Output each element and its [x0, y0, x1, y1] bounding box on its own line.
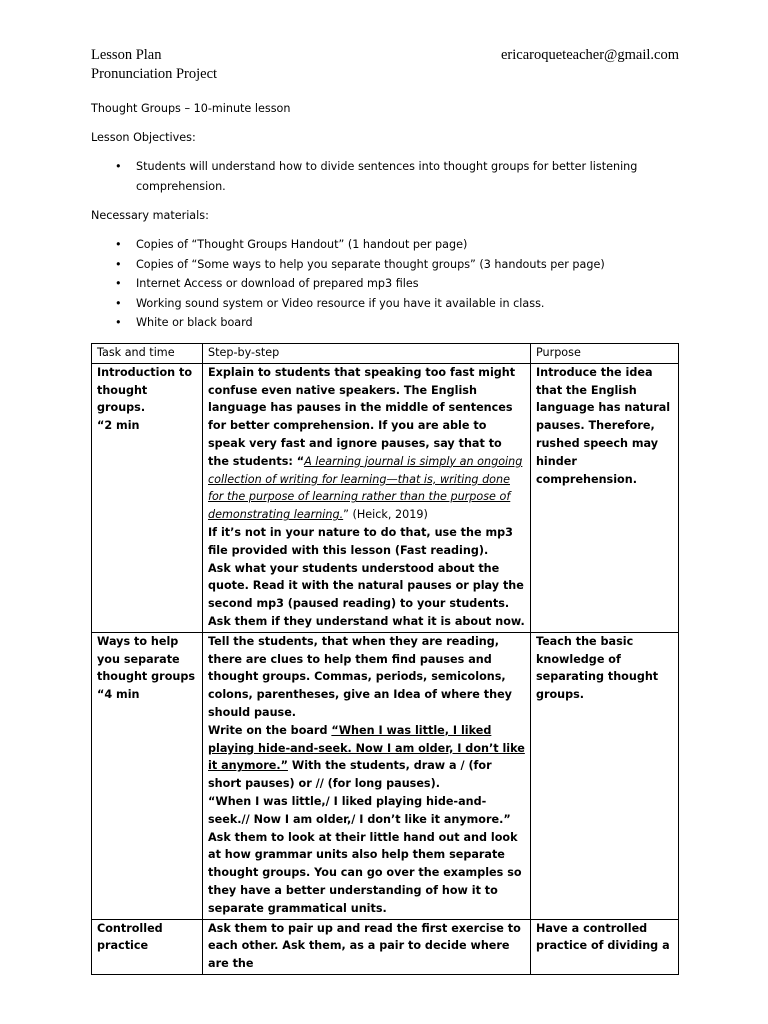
bullet-icon: • — [115, 277, 122, 290]
task-name: Introduction to thought groups. — [97, 365, 193, 415]
quote-open: : “ — [288, 454, 305, 468]
header-left — [91, 46, 217, 84]
step-paragraph: Ask what your students understood about the quote. Read it with the natural pauses or play the second mp3 (paused reading) to your students. — [208, 561, 524, 611]
material-item — [91, 274, 676, 294]
step-cell — [203, 363, 531, 632]
example-sentence: “When I was little, I liked playing hide-and-seek. Now I am older, I don’t like it anymore.” — [208, 723, 525, 773]
header-step-by-step: Step-by-step — [203, 344, 531, 364]
objective-text: Students will understand how to divide sentences into thought groups for better listening comprehension. — [136, 160, 638, 193]
materials-list — [91, 235, 676, 333]
draw-instruction: With the students, draw a / (for short pauses) or // (for long pauses). — [208, 759, 492, 791]
task-time: “4 min — [97, 688, 140, 702]
header-title: Lesson Plan — [91, 47, 162, 63]
header-email: ericaroqueteacher@gmail.com — [501, 47, 679, 63]
bullet-icon: • — [115, 316, 122, 329]
quote-citation: ” (Heick, 2019) — [343, 508, 428, 522]
step-cell: Ask them to pair up and read the first exercise to each other. Ask them, as a pair to decide where are the — [203, 919, 531, 974]
step-paragraph: Ask them if they understand what it is about now. — [208, 614, 525, 628]
task-time: “2 min — [97, 419, 140, 433]
marked-example: “When I was little,/ I liked playing hide-and-seek.// Now I am older,/ I don’t like it anymore.” — [208, 794, 511, 826]
material-item — [91, 255, 676, 275]
material-text: Copies of “Thought Groups Handout” (1 handout per page) — [136, 238, 468, 251]
step-cell — [203, 632, 531, 919]
step-paragraph: Explain to students that speaking too fast might confuse even native speakers. The English language has pauses in the middle of sentences for better comprehension. If you are able to speak very fast and ignore pauses, say that to the students — [208, 365, 516, 468]
task-cell — [92, 363, 203, 632]
bullet-icon: • — [115, 160, 122, 173]
purpose-cell: Introduce the idea that the English language has natural pauses. Therefore, rushed speech may hinder comprehension. — [530, 363, 678, 632]
task-cell: Controlled practice — [92, 919, 203, 974]
header-subtitle: Pronunciation Project — [91, 66, 218, 82]
materials-heading: Necessary materials: — [91, 209, 209, 222]
bullet-icon: • — [115, 238, 122, 251]
task-name: Ways to help you separate thought groups — [97, 634, 196, 684]
lesson-plan-table — [91, 343, 679, 975]
quote-text: A learning journal is simply an ongoing collection of writing for learning—that is, writing done for the purpose of learning rather than the purpose of demonstrating learning. — [208, 454, 523, 522]
header-task-and-time: Task and time — [92, 344, 203, 364]
step-paragraph: Tell the students, that when they are reading, there are clues to help them find pauses and thought groups. Commas, periods, semicolons, colons, parentheses, give an Idea of where they should pause. — [208, 634, 512, 719]
material-item — [91, 235, 676, 255]
material-text: Working sound system or Video resource if you have it available in class. — [136, 296, 545, 310]
material-item — [91, 294, 676, 314]
lesson-title: Thought Groups – 10-minute lesson — [91, 102, 291, 115]
objectives-list — [91, 157, 676, 196]
write-instruction: Write on the board — [208, 723, 332, 737]
purpose-cell: Teach the basic knowledge of separating thought groups. — [530, 632, 678, 919]
purpose-cell: Have a controlled practice of dividing a — [530, 919, 678, 974]
table-row — [92, 632, 679, 919]
material-text: Copies of “Some ways to help you separate thought groups” (3 handouts per page) — [136, 257, 605, 271]
header-purpose: Purpose — [530, 344, 678, 364]
step-paragraph — [208, 722, 526, 793]
table-row — [92, 919, 679, 974]
bullet-icon: • — [115, 296, 122, 310]
objectives-heading: Lesson Objectives: — [91, 131, 196, 144]
objective-item — [91, 157, 676, 196]
material-text: Internet Access or download of prepared mp3 files — [136, 277, 419, 290]
table-header-row — [92, 344, 679, 364]
material-item — [91, 313, 676, 333]
bullet-icon: • — [115, 257, 122, 271]
material-text: White or black board — [136, 316, 253, 329]
step-paragraph: Ask them to look at their little hand out and look at how grammar units also help them separate thought groups. You can go over the examples so they have a better understanding of how it to separate grammatical units. — [208, 830, 522, 915]
table-row — [92, 363, 679, 632]
task-cell — [92, 632, 203, 919]
step-paragraph: If it’s not in your nature to do that, use the mp3 file provided with this lesson (Fast reading). — [208, 525, 513, 557]
